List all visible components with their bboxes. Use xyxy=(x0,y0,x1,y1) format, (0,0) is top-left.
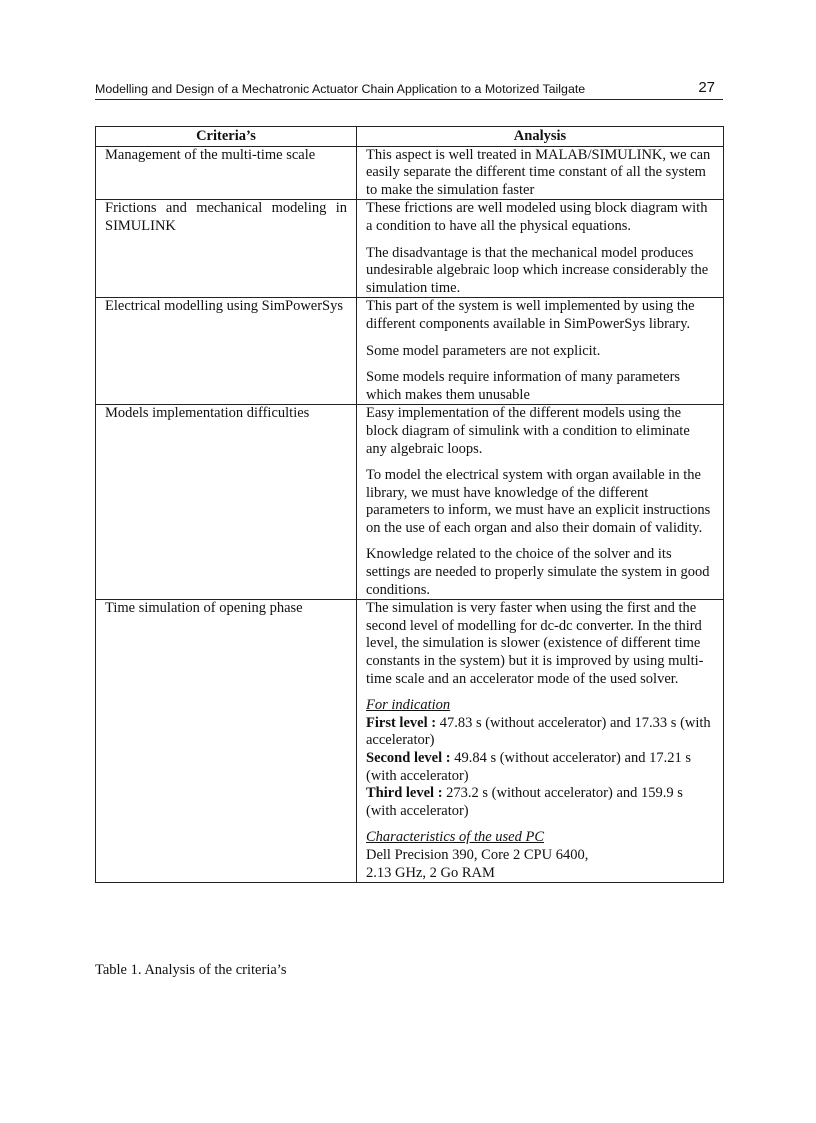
level-line xyxy=(366,750,714,785)
analysis-cell xyxy=(357,200,724,298)
table-row xyxy=(96,600,724,883)
level-line xyxy=(366,785,714,820)
indication-block xyxy=(366,697,714,820)
analysis-paragraph: The disadvantage is that the mechanical model produces undesirable algebraic loop which increase considerably the simulation time. xyxy=(366,244,709,296)
criterion-cell: Electrical modelling using SimPowerSys xyxy=(96,298,357,405)
analysis-paragraph: Knowledge related to the choice of the solver and its settings are needed to properly simulate the system in good conditions. xyxy=(366,546,710,598)
analysis-cell xyxy=(357,405,724,600)
table-row xyxy=(96,200,724,298)
analysis-paragraph: This aspect is well treated in MALAB/SIMULINK, we can easily separate the different time constant of all the system to make the simulation faster xyxy=(366,146,711,198)
level-timing: 47.83 s (without accelerator) and 17.33 s (with accelerator) xyxy=(366,714,711,749)
column-header-criteria: Criteria’s xyxy=(96,127,357,147)
indication-heading: For indication xyxy=(366,697,451,714)
analysis-paragraph: This part of the system is well implemented by using the different components available in SimPowerSys library. xyxy=(366,298,695,332)
table-row xyxy=(96,146,724,200)
criterion-cell: Models implementation difficulties xyxy=(96,405,357,600)
level-label: Third level : xyxy=(366,785,443,802)
pc-line: 2.13 GHz, 2 Go RAM xyxy=(366,864,495,881)
column-header-analysis: Analysis xyxy=(357,127,724,147)
analysis-paragraph: To model the electrical system with organ available in the library, we must have knowledge of the different parameters to inform, we must have an explicit instructions on the use of each organ and also their domain of validity. xyxy=(366,467,711,536)
running-title: Modelling and Design of a Mechatronic Actuator Chain Application to a Motorized Tailgate xyxy=(95,82,586,96)
pc-heading: Characteristics of the used PC xyxy=(366,829,545,846)
analysis-cell xyxy=(357,298,724,405)
table-header-row xyxy=(96,127,724,147)
table-row xyxy=(96,405,724,600)
analysis-cell xyxy=(357,146,724,200)
analysis-paragraph: These frictions are well modeled using block diagram with a condition to have all the physical equations. xyxy=(366,200,708,234)
level-timing: 49.84 s (without accelerator) and 17.21 s (with accelerator) xyxy=(366,750,691,784)
criteria-analysis-table xyxy=(95,126,724,883)
running-header xyxy=(95,79,723,100)
page-number: 27 xyxy=(698,79,715,96)
level-line xyxy=(366,715,714,750)
criterion-cell: Time simulation of opening phase xyxy=(96,600,357,883)
level-label: First level : xyxy=(366,714,437,731)
table-caption: Table 1. Analysis of the criteria’s xyxy=(95,962,287,978)
level-timing: 273.2 s (without accelerator) and 159.9 s (with accelerator) xyxy=(366,785,683,819)
analysis-paragraph: The simulation is very faster when using the first and the second level of modelling for dc-dc converter. In the third level, the simulation is slower (existence of different time constants in the system) but it is improved by using multi-time scale and an accelerator mode of the used solver. xyxy=(366,600,704,687)
table-row xyxy=(96,298,724,405)
criterion-cell: Frictions and mechanical modeling in SIMULINK xyxy=(96,200,357,298)
analysis-paragraph: Some models require information of many parameters which makes them unusable xyxy=(366,369,681,403)
pc-line: Dell Precision 390, Core 2 CPU 6400, xyxy=(366,846,589,863)
criterion-cell: Management of the multi-time scale xyxy=(96,146,357,200)
analysis-paragraph: Easy implementation of the different models using the block diagram of simulink with a condition to eliminate any algebraic loops. xyxy=(366,405,690,457)
level-label: Second level : xyxy=(366,750,451,766)
pc-block xyxy=(366,829,714,882)
analysis-cell xyxy=(357,600,724,883)
analysis-paragraph: Some model parameters are not explicit. xyxy=(366,342,601,359)
